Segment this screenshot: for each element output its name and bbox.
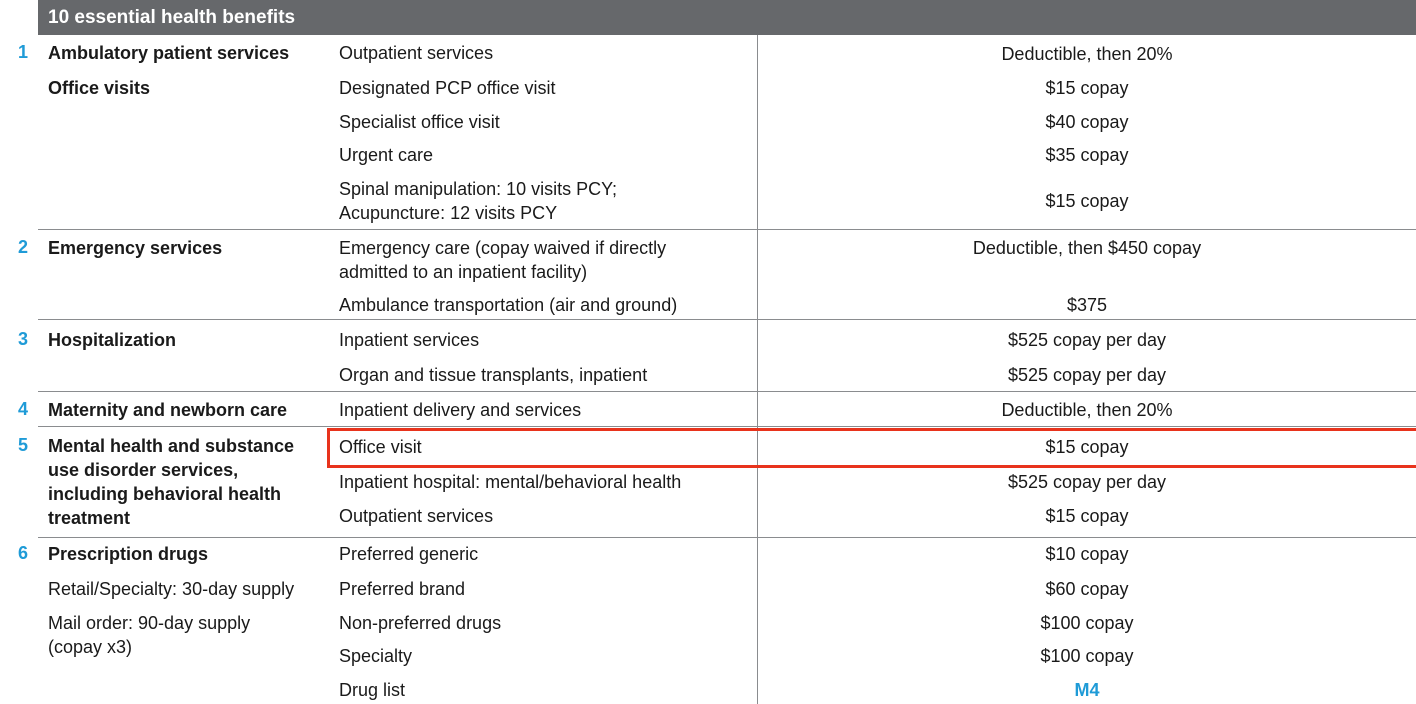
- benefit-category: Maternity and newborn care: [48, 400, 288, 420]
- service-cost: $15 copay: [1045, 437, 1129, 457]
- benefit-category: Prescription drugs: [48, 544, 209, 564]
- benefit-number: 4: [17, 399, 28, 419]
- highlight-box: [327, 428, 1416, 468]
- row-divider: [38, 229, 1416, 230]
- service-cost: $10 copay: [1045, 544, 1129, 564]
- service-name: Ambulance transportation (air and ground): [339, 295, 678, 315]
- service-cost: $15 copay: [1045, 78, 1129, 98]
- benefit-subcategory: Mail order: 90-day supply: [48, 613, 251, 633]
- service-name: Inpatient delivery and services: [339, 400, 582, 420]
- service-name: Organ and tissue transplants, inpatient: [339, 365, 648, 385]
- service-cost: $60 copay: [1045, 579, 1129, 599]
- service-cost: $525 copay per day: [1007, 330, 1167, 350]
- service-name: Outpatient services: [339, 506, 494, 526]
- service-cost: $15 copay: [1045, 506, 1129, 526]
- benefit-category: treatment: [48, 508, 131, 528]
- row-divider: [38, 426, 1416, 427]
- service-cost: Deductible, then 20%: [1001, 400, 1173, 420]
- benefit-category: Mental health and substance: [48, 436, 295, 456]
- service-cost: $100 copay: [1040, 613, 1134, 633]
- service-name: Designated PCP office visit: [339, 78, 556, 98]
- benefit-category: including behavioral health: [48, 484, 282, 504]
- service-name: Urgent care: [339, 145, 434, 165]
- service-cost: $525 copay per day: [1007, 365, 1167, 385]
- service-name: Office visit: [339, 437, 422, 457]
- column-divider: [757, 320, 758, 391]
- benefit-number: 5: [17, 435, 28, 455]
- service-name: Drug list: [339, 680, 406, 700]
- service-name: Preferred brand: [339, 579, 466, 599]
- table-title: 10 essential health benefits: [48, 7, 296, 28]
- column-divider: [757, 538, 758, 704]
- service-name: Emergency care (copay waived if directly: [339, 238, 667, 258]
- benefit-subcategory: Office visits: [48, 78, 151, 98]
- benefit-number: 6: [17, 543, 28, 563]
- service-cost: $375: [1066, 295, 1108, 315]
- service-cost: $100 copay: [1040, 646, 1134, 666]
- service-cost: $35 copay: [1045, 145, 1129, 165]
- column-divider: [757, 35, 758, 229]
- service-name: admitted to an inpatient facility): [339, 262, 588, 282]
- benefit-subcategory: (copay x3): [48, 637, 133, 657]
- benefit-category: Hospitalization: [48, 330, 177, 350]
- service-name: Specialty: [339, 646, 413, 666]
- service-name: Specialist office visit: [339, 112, 500, 132]
- benefit-number: 1: [17, 42, 28, 62]
- service-name: Preferred generic: [339, 544, 479, 564]
- service-name: Inpatient hospital: mental/behavioral health: [339, 472, 682, 492]
- service-cost: $525 copay per day: [1007, 472, 1167, 492]
- benefit-number: 2: [17, 237, 28, 257]
- service-cost: Deductible, then 20%: [1001, 44, 1173, 64]
- service-name: Inpatient services: [339, 330, 480, 350]
- service-cost: $15 copay: [1045, 191, 1129, 211]
- service-cost: $40 copay: [1045, 112, 1129, 132]
- row-divider: [38, 391, 1416, 392]
- column-divider: [757, 392, 758, 426]
- service-name: Non-preferred drugs: [339, 613, 502, 633]
- row-divider: [38, 537, 1416, 538]
- row-divider: [38, 319, 1416, 320]
- drug-list-link[interactable]: M4: [1074, 680, 1100, 700]
- benefit-category: use disorder services,: [48, 460, 239, 480]
- column-divider: [757, 230, 758, 319]
- service-cost: Deductible, then $450 copay: [972, 238, 1202, 258]
- service-name: Acupuncture: 12 visits PCY: [339, 203, 558, 223]
- benefit-category: Emergency services: [48, 238, 223, 258]
- benefit-number: 3: [17, 329, 28, 349]
- service-name: Outpatient services: [339, 43, 494, 63]
- benefit-subcategory: Retail/Specialty: 30-day supply: [48, 579, 295, 599]
- table-header: [38, 0, 1416, 35]
- benefit-category: Ambulatory patient services: [48, 43, 290, 63]
- service-name: Spinal manipulation: 10 visits PCY;: [339, 179, 617, 199]
